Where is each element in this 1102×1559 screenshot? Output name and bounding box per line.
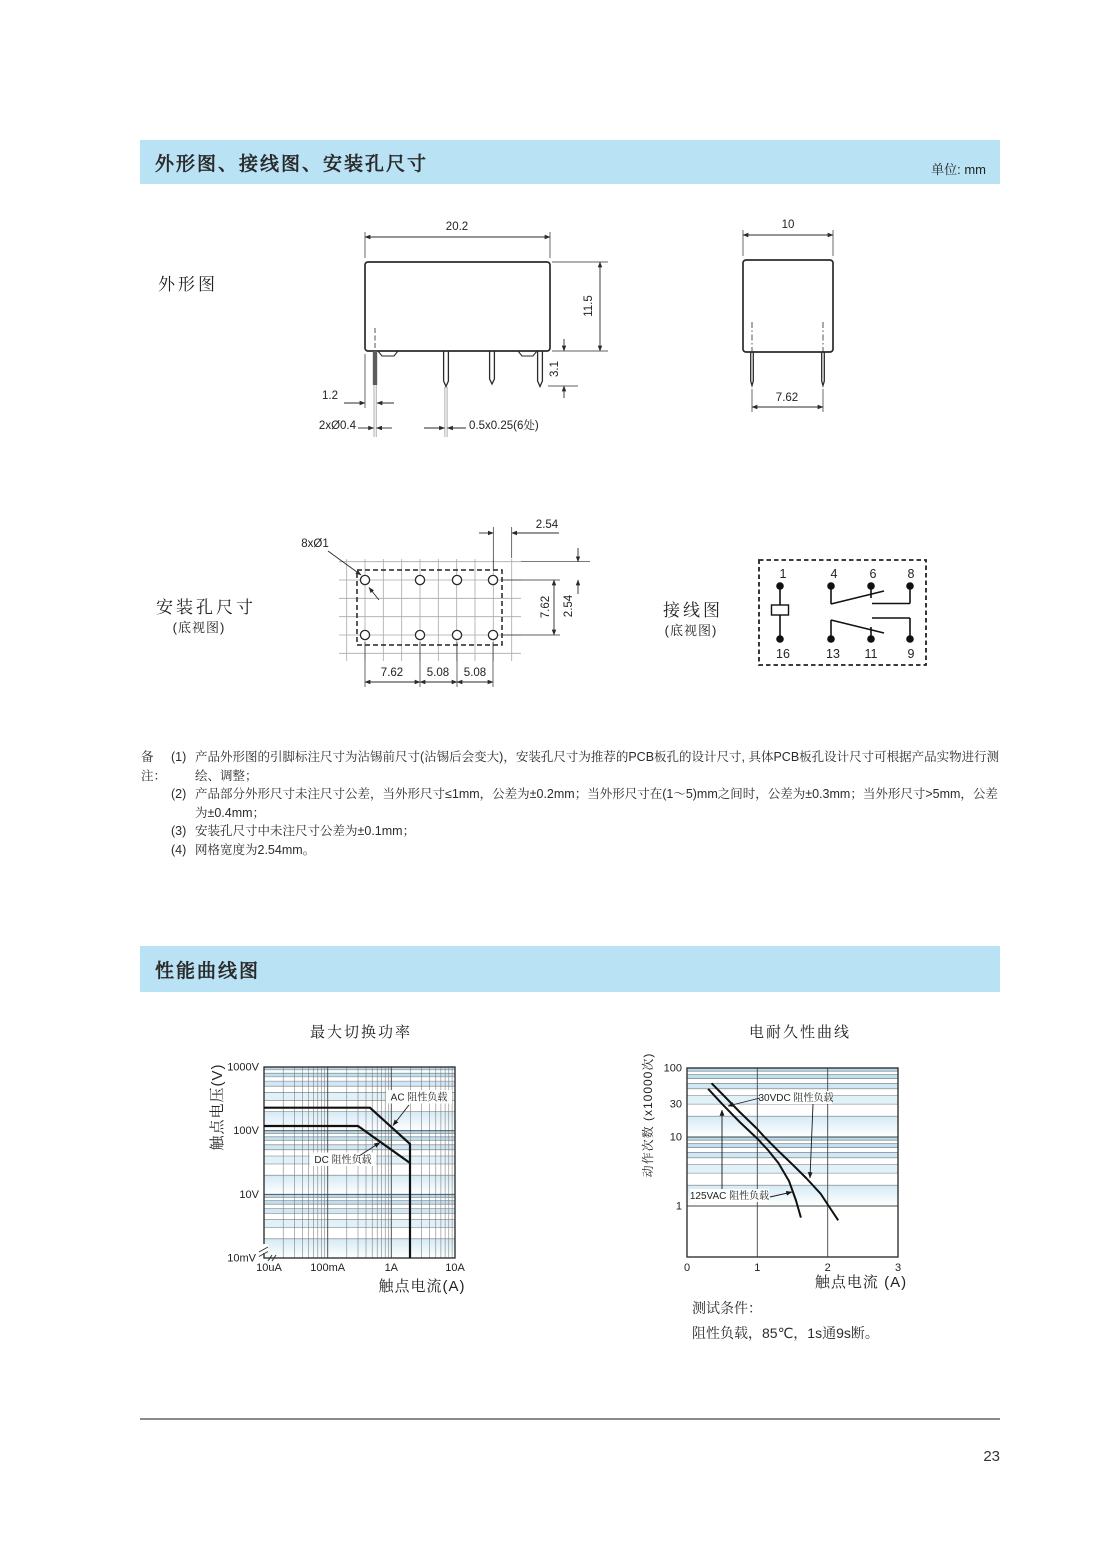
dim-side-width: 10 xyxy=(781,219,795,231)
svg-text:3: 3 xyxy=(894,1262,902,1274)
svg-text:1: 1 xyxy=(779,567,787,581)
svg-text:10V: 10V xyxy=(239,1188,259,1201)
chart-electrical-endurance xyxy=(640,1023,907,1291)
y-ticks xyxy=(664,1063,682,1213)
side-view xyxy=(743,219,833,412)
side-pin-2 xyxy=(822,352,825,386)
front-view-label: 外形图 xyxy=(158,275,218,294)
y-axis-label: 触点电压(V) xyxy=(209,1063,226,1151)
notes-block xyxy=(141,748,1003,860)
x-axis-label: 触点电流(A) xyxy=(378,1278,466,1295)
svg-text:1A: 1A xyxy=(384,1262,399,1274)
test-conditions-detail: 阻性负载，85℃，1s通9s断。 xyxy=(692,1325,879,1341)
svg-text:0: 0 xyxy=(683,1262,691,1274)
note-item: (3) 安装孔尺寸中未注尺寸公差为±0.1mm； xyxy=(171,824,416,839)
side-pin-1 xyxy=(751,352,754,386)
svg-text:10A: 10A xyxy=(445,1262,465,1274)
wiring-sublabel: (底视图) xyxy=(664,623,718,638)
chart-title: 电耐久性曲线 xyxy=(748,1024,852,1041)
svg-text:1: 1 xyxy=(675,1200,682,1213)
test-conditions xyxy=(692,1296,879,1346)
svg-text:10: 10 xyxy=(669,1131,682,1144)
front-pin-2 xyxy=(444,351,449,387)
dim-col-1: 7.62 xyxy=(380,667,404,679)
front-pin-3 xyxy=(490,351,495,384)
svg-text:2: 2 xyxy=(824,1262,831,1274)
section-title: 外形图、接线图、安装孔尺寸 xyxy=(155,153,429,175)
svg-text:13: 13 xyxy=(826,647,840,661)
vdc-label: 30VDC 阻性负载 xyxy=(758,1093,834,1104)
mounting-holes xyxy=(360,575,497,639)
circuit-lines xyxy=(772,586,911,639)
note-item: (1) 产品外形图的引脚标注尺寸为沾锡前尺寸(沾锡后会变大)，安装孔尺寸为推荐的PCB板孔的设计尺寸, 具体PCB板孔设计尺寸可根据产品实物进行测绘、调整； xyxy=(171,750,1000,783)
test-conditions-title: 测试条件： xyxy=(692,1300,762,1316)
svg-text:100mA: 100mA xyxy=(310,1262,346,1274)
dim-holes: 8xØ1 xyxy=(301,538,329,550)
ac-label: AC 阻性负载 xyxy=(390,1092,448,1104)
dim-pin-length: 3.1 xyxy=(549,361,561,377)
performance-charts xyxy=(140,1008,1010,1360)
front-pin-1 xyxy=(373,351,377,385)
mounting-label: 安装孔尺寸 xyxy=(156,598,256,617)
dim-grid-cell: 2.54 xyxy=(563,594,575,618)
dim-side-pitch: 7.62 xyxy=(775,392,799,404)
chart-title: 最大切换功率 xyxy=(309,1024,413,1041)
pin-dots xyxy=(776,582,914,643)
front-view xyxy=(158,221,608,437)
svg-text:30: 30 xyxy=(669,1098,682,1111)
svg-text:6: 6 xyxy=(869,567,877,581)
dim-col-3: 5.08 xyxy=(463,667,487,679)
svg-text:8: 8 xyxy=(907,567,915,581)
wiring-diagram xyxy=(663,560,926,665)
y-ticks xyxy=(227,1062,259,1265)
dim-col-2: 5.08 xyxy=(426,667,450,679)
svg-text:10uA: 10uA xyxy=(256,1262,282,1274)
x-axis-label: 触点电流 (A) xyxy=(814,1274,908,1291)
dim-row-pitch: 7.62 xyxy=(540,595,552,619)
mounting-sublabel: (底视图) xyxy=(172,620,226,635)
dim-round-pin: 2xØ0.4 xyxy=(318,420,356,432)
svg-text:100V: 100V xyxy=(233,1125,259,1138)
dc-label: DC 阻性负载 xyxy=(314,1155,372,1166)
dim-grid-top: 2.54 xyxy=(535,519,559,531)
pin-numbers xyxy=(776,567,914,661)
svg-text:100: 100 xyxy=(663,1062,682,1075)
chart-max-switching-power xyxy=(208,1024,466,1295)
svg-text:4: 4 xyxy=(830,567,838,581)
dim-body-height: 11.5 xyxy=(583,295,595,317)
svg-text:11: 11 xyxy=(864,647,878,661)
svg-text:1000V: 1000V xyxy=(227,1061,259,1074)
dim-flat-pin: 0.5x0.25(6处) xyxy=(469,420,539,432)
section-header-dimensions xyxy=(140,140,1000,184)
y-axis-label: 动作次数 (x10000次) xyxy=(641,1052,655,1178)
x-ticks xyxy=(256,1262,465,1274)
mounting-view xyxy=(156,519,590,687)
wiring-label: 接线图 xyxy=(663,601,723,620)
x-ticks xyxy=(684,1262,901,1274)
svg-text:16: 16 xyxy=(776,647,790,661)
note-item: (2) 产品部分外形尺寸未注尺寸公差，当外形尺寸≤1mm，公差为±0.2mm；当外形尺寸在(1～5)mm之间时，公差为±0.3mm；当外形尺寸>5mm，公差为±0.4mm； xyxy=(171,787,998,820)
svg-text:10mV: 10mV xyxy=(227,1252,256,1265)
coil-symbol xyxy=(772,605,789,615)
section-title: 性能曲线图 xyxy=(155,960,261,982)
unit-label: 单位: mm xyxy=(931,162,986,177)
technical-drawings xyxy=(140,198,1010,743)
notes-prefix: 备注： xyxy=(141,750,167,783)
section-header-curves xyxy=(140,946,1000,992)
svg-text:1: 1 xyxy=(754,1262,761,1274)
vac-label: 125VAC 阻性负载 xyxy=(689,1191,770,1202)
dim-body-width: 20.2 xyxy=(445,221,469,233)
dim-edge-offset: 1.2 xyxy=(322,390,338,402)
footer-divider xyxy=(140,1418,1000,1420)
page-number: 23 xyxy=(983,1448,1000,1465)
note-item: (4) 网格宽度为2.54mm。 xyxy=(171,842,316,857)
front-pin-4 xyxy=(538,351,543,387)
svg-text:9: 9 xyxy=(907,647,915,661)
